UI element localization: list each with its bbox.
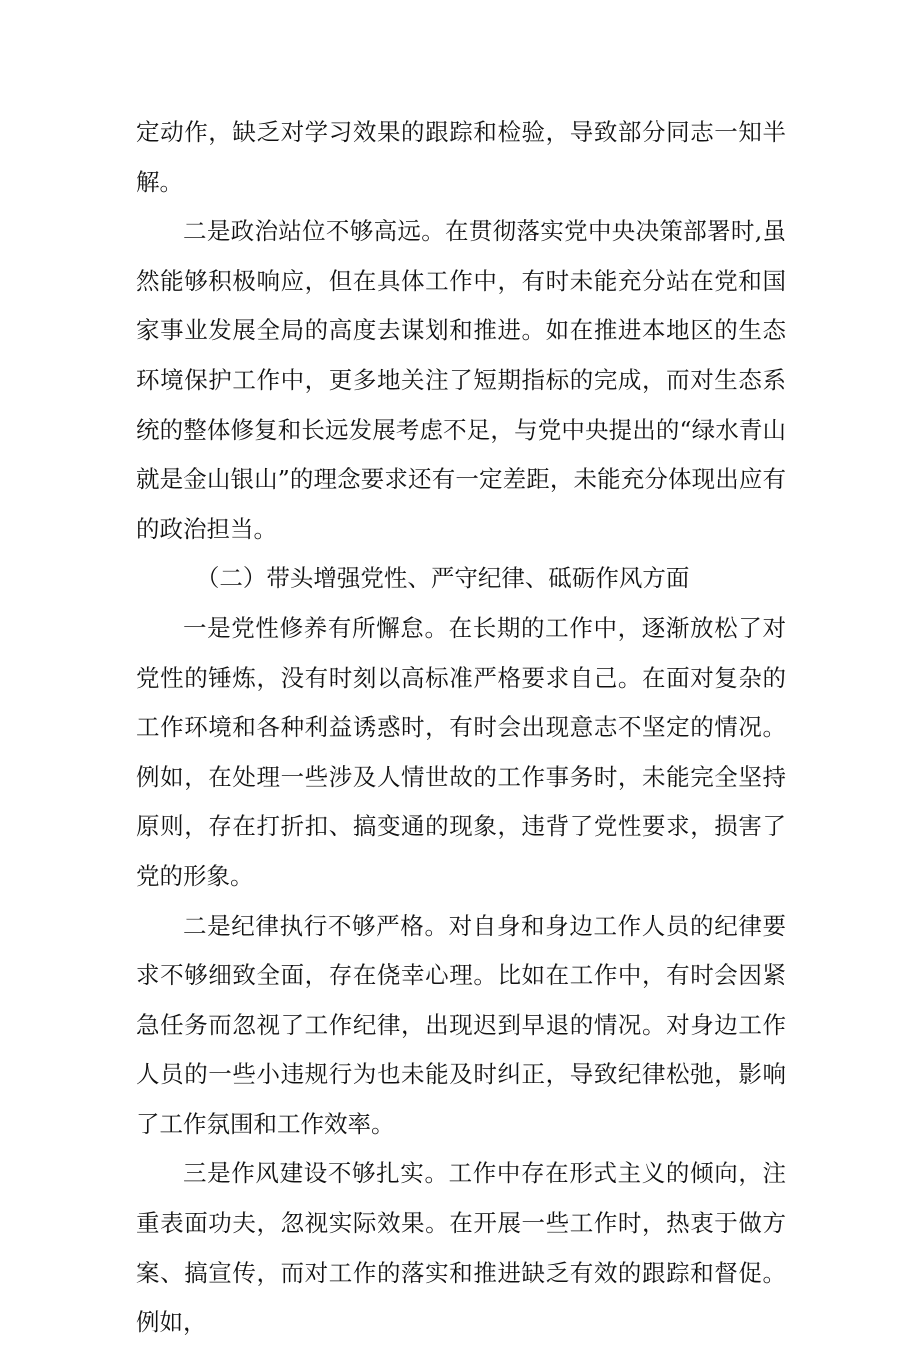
paragraph-work-style: 三是作风建设不够扎实。工作中存在形式主义的倾向，注重表面功夫，忽视实际效果。在开展一些工作时，热衷于做方案、搞宣传，而对工作的落实和推进缺乏有效的跟踪和督促。例如，	[136, 1159, 786, 1337]
document-body	[136, 108, 786, 1348]
section-heading: （二）带头增强党性、严守纪律、砥砺作风方面	[195, 564, 690, 593]
paragraph-discipline: 二是纪律执行不够严格。对自身和身边工作人员的纪律要求不够细致全面，存在侥幸心理。比如在工作中，有时会因紧急任务而忽视了工作纪律，出现迟到早退的情况。对身边工作人员的一些小违规行为也未能及时纠正，导致纪律松弛，影响了工作氛围和工作效率。	[136, 911, 786, 1138]
paragraph-continuation: 定动作，缺乏对学习效果的跟踪和检验，导致部分同志一知半解。	[136, 118, 786, 196]
paragraph-political-stance: 二是政治站位不够高远。在贯彻落实党中央决策部署时,虽然能够积极响应，但在具体工作中，有时未能充分站在党和国家事业发展全局的高度去谋划和推进。如在推进本地区的生态环境保护工作中，更多地关注了短期指标的完成，而对生态系统的整体修复和长远发展考虑不足，与党中央提出的“绿水青山就是金山银山”的理念要求还有一定差距，未能充分体现出应有的政治担当。	[136, 217, 786, 543]
paragraph-party-spirit: 一是党性修养有所懈怠。在长期的工作中，逐渐放松了对党性的锤炼，没有时刻以高标准严格要求自己。在面对复杂的工作环境和各种利益诱惑时，有时会出现意志不坚定的情况。例如，在处理一些涉及人情世故的工作事务时，未能完全坚持原则，存在打折扣、搞变通的现象，违背了党性要求，损害了党的形象。	[136, 613, 786, 890]
